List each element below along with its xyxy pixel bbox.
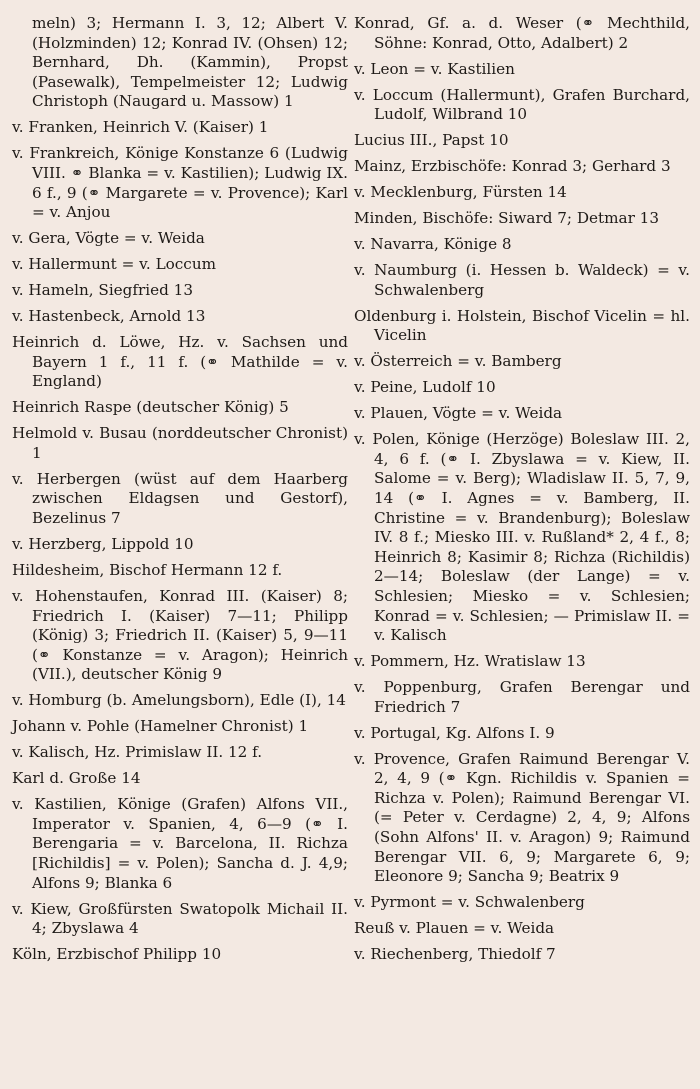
index-entry: v. Leon = v. Kastilien (354, 59, 515, 78)
index-entry: Minden, Bischöfe: Siward 7; Detmar 13 (354, 209, 660, 228)
index-entry: v. Hameln, Siegfried 13 (12, 281, 193, 300)
index-entry: v. Gera, Vögte = v. Weida (12, 229, 205, 248)
index-entry: v. Kiew, Großfürsten Swatopolk Michail II. 4; Zbyslawa 4 (12, 899, 348, 938)
index-entry: v. Franken, Heinrich V. (Kaiser) 1 (12, 118, 269, 137)
index-entry: meln) 3; Hermann I. 3, 12; Albert V. (Holzminden) 12; Konrad IV. (Ohsen) 12; Bernhard, Dh. (Kammin), Propst (Pasewalk), Tempelmeister 12; Ludwig Christoph (Naugard u. Massow) 1 (32, 14, 348, 111)
index-entry: v. Riechenberg, Thiedolf 7 (354, 945, 556, 964)
index-entry: Reuß v. Plauen = v. Weida (354, 919, 555, 938)
index-entry: Lucius III., Papst 10 (354, 131, 509, 150)
index-entry: Heinrich Raspe (deutscher König) 5 (12, 398, 289, 417)
index-entry: Heinrich d. Löwe, Hz. v. Sachsen und Bayern 1 f., 11 f. (⚭ Mathilde = v. England) (12, 333, 348, 391)
index-entry: Köln, Erzbischof Philipp 10 (12, 945, 222, 964)
index-entry: v. Plauen, Vögte = v. Weida (354, 404, 563, 423)
index-entry: v. Loccum (Hallermunt), Grafen Burchard, Ludolf, Wilbrand 10 (354, 85, 690, 124)
index-entry: Hildesheim, Bischof Hermann 12 f. (12, 560, 283, 579)
index-entry: v. Kalisch, Hz. Primislaw II. 12 f. (12, 743, 263, 762)
index-entry: Mainz, Erzbischöfe: Konrad 3; Gerhard 3 (354, 157, 671, 176)
index-entry: Helmold v. Busau (norddeutscher Chronist) 1 (12, 424, 348, 462)
index-entry: Oldenburg i. Holstein, Bischof Vicelin = hl. Vicelin (354, 306, 690, 345)
index-entry: v. Peine, Ludolf 10 (354, 378, 496, 397)
index-entry: v. Portugal, Kg. Alfons I. 9 (354, 723, 555, 742)
index-entry: v. Pommern, Hz. Wratislaw 13 (354, 652, 586, 671)
index-entry: v. Polen, Könige (Herzöge) Boleslaw III. 2, 4, 6 f. (⚭ I. Zbyslawa = v. Kiew, II. Salome = v. Berg); Wladislaw II. 5, 7, 9, 14 (⚭ I. Agnes = v. Bamberg, II. Christine = v. Brandenburg); Boleslaw IV. 8 f.; Miesko III. v. Rußland* 2, 4 f., 8; Heinrich 8; Kasimir 8; Richza (Richildis) 2—14; Boleslaw (der Lange) = v. Schlesien; Miesko = v. Schlesien; Konrad = v. Schlesien; — Primislaw II. = v. Kalisch (354, 430, 690, 645)
index-entry: v. Naumburg (i. Hessen b. Waldeck) = v. Schwalenberg (354, 261, 690, 299)
index-entry: v. Poppenburg, Grafen Berengar und Friedrich 7 (354, 678, 690, 716)
index-entry: v. Provence, Grafen Raimund Berengar V. 2, 4, 9 (⚭ Kgn. Richildis v. Spanien = Richza v. Polen); Raimund Berengar VI. (= Peter v. Cerdagne) 2, 4, 9; Alfons (Sohn Alfons' II. v. Aragon) 9; Raimund Berengar VII. 6, 9; Margarete 6, 9; Eleonore 9; Sancha 9; Beatrix 9 (354, 749, 690, 886)
index-entry: v. Herzberg, Lippold 10 (12, 534, 194, 553)
index-entry: Karl d. Große 14 (12, 769, 141, 788)
index-entry: v. Pyrmont = v. Schwalenberg (354, 893, 585, 912)
index-entry: Johann v. Pohle (Hamelner Chronist) 1 (12, 717, 309, 736)
index-entry: v. Kastilien, Könige (Grafen) Alfons VII., Imperator v. Spanien, 4, 6—9 (⚭ I. Berengaria = v. Barcelona, II. Richza [Richildis] = v. Polen); Sancha d. J. 4,9; Alfons 9; Blanka 6 (12, 795, 348, 892)
index-entry: v. Mecklenburg, Fürsten 14 (354, 183, 567, 202)
index-entry: v. Frankreich, Könige Konstanze 6 (Ludwig VIII. ⚭ Blanka = v. Kastilien); Ludwig IX. 6 f., 9 (⚭ Margarete = v. Provence); Karl = v. Anjou (12, 144, 348, 222)
index-entry: Konrad, Gf. a. d. Weser (⚭ Mechthild, Söhne: Konrad, Otto, Adalbert) 2 (354, 14, 690, 52)
index-entry: v. Navarra, Könige 8 (354, 235, 512, 254)
index-entry: v. Österreich = v. Bamberg (354, 352, 562, 371)
index-entry: v. Hastenbeck, Arnold 13 (12, 307, 206, 326)
index-column-right (354, 14, 690, 1089)
index-column-left (12, 14, 348, 1089)
index-entry: v. Hohenstaufen, Konrad III. (Kaiser) 8; Friedrich I. (Kaiser) 7—11; Philipp (König) 3; Friedrich II. (Kaiser) 5, 9—11 (⚭ Konstanze = v. Aragon); Heinrich (VII.), deutscher König 9 (12, 586, 348, 684)
index-entry: v. Herbergen (wüst auf dem Haarberg zwischen Eldagsen und Gestorf), Bezelinus 7 (12, 469, 348, 527)
index-entry: v. Homburg (b. Amelungsborn), Edle (I), 14 (12, 691, 346, 710)
index-entry: v. Hallermunt = v. Loccum (12, 255, 216, 274)
